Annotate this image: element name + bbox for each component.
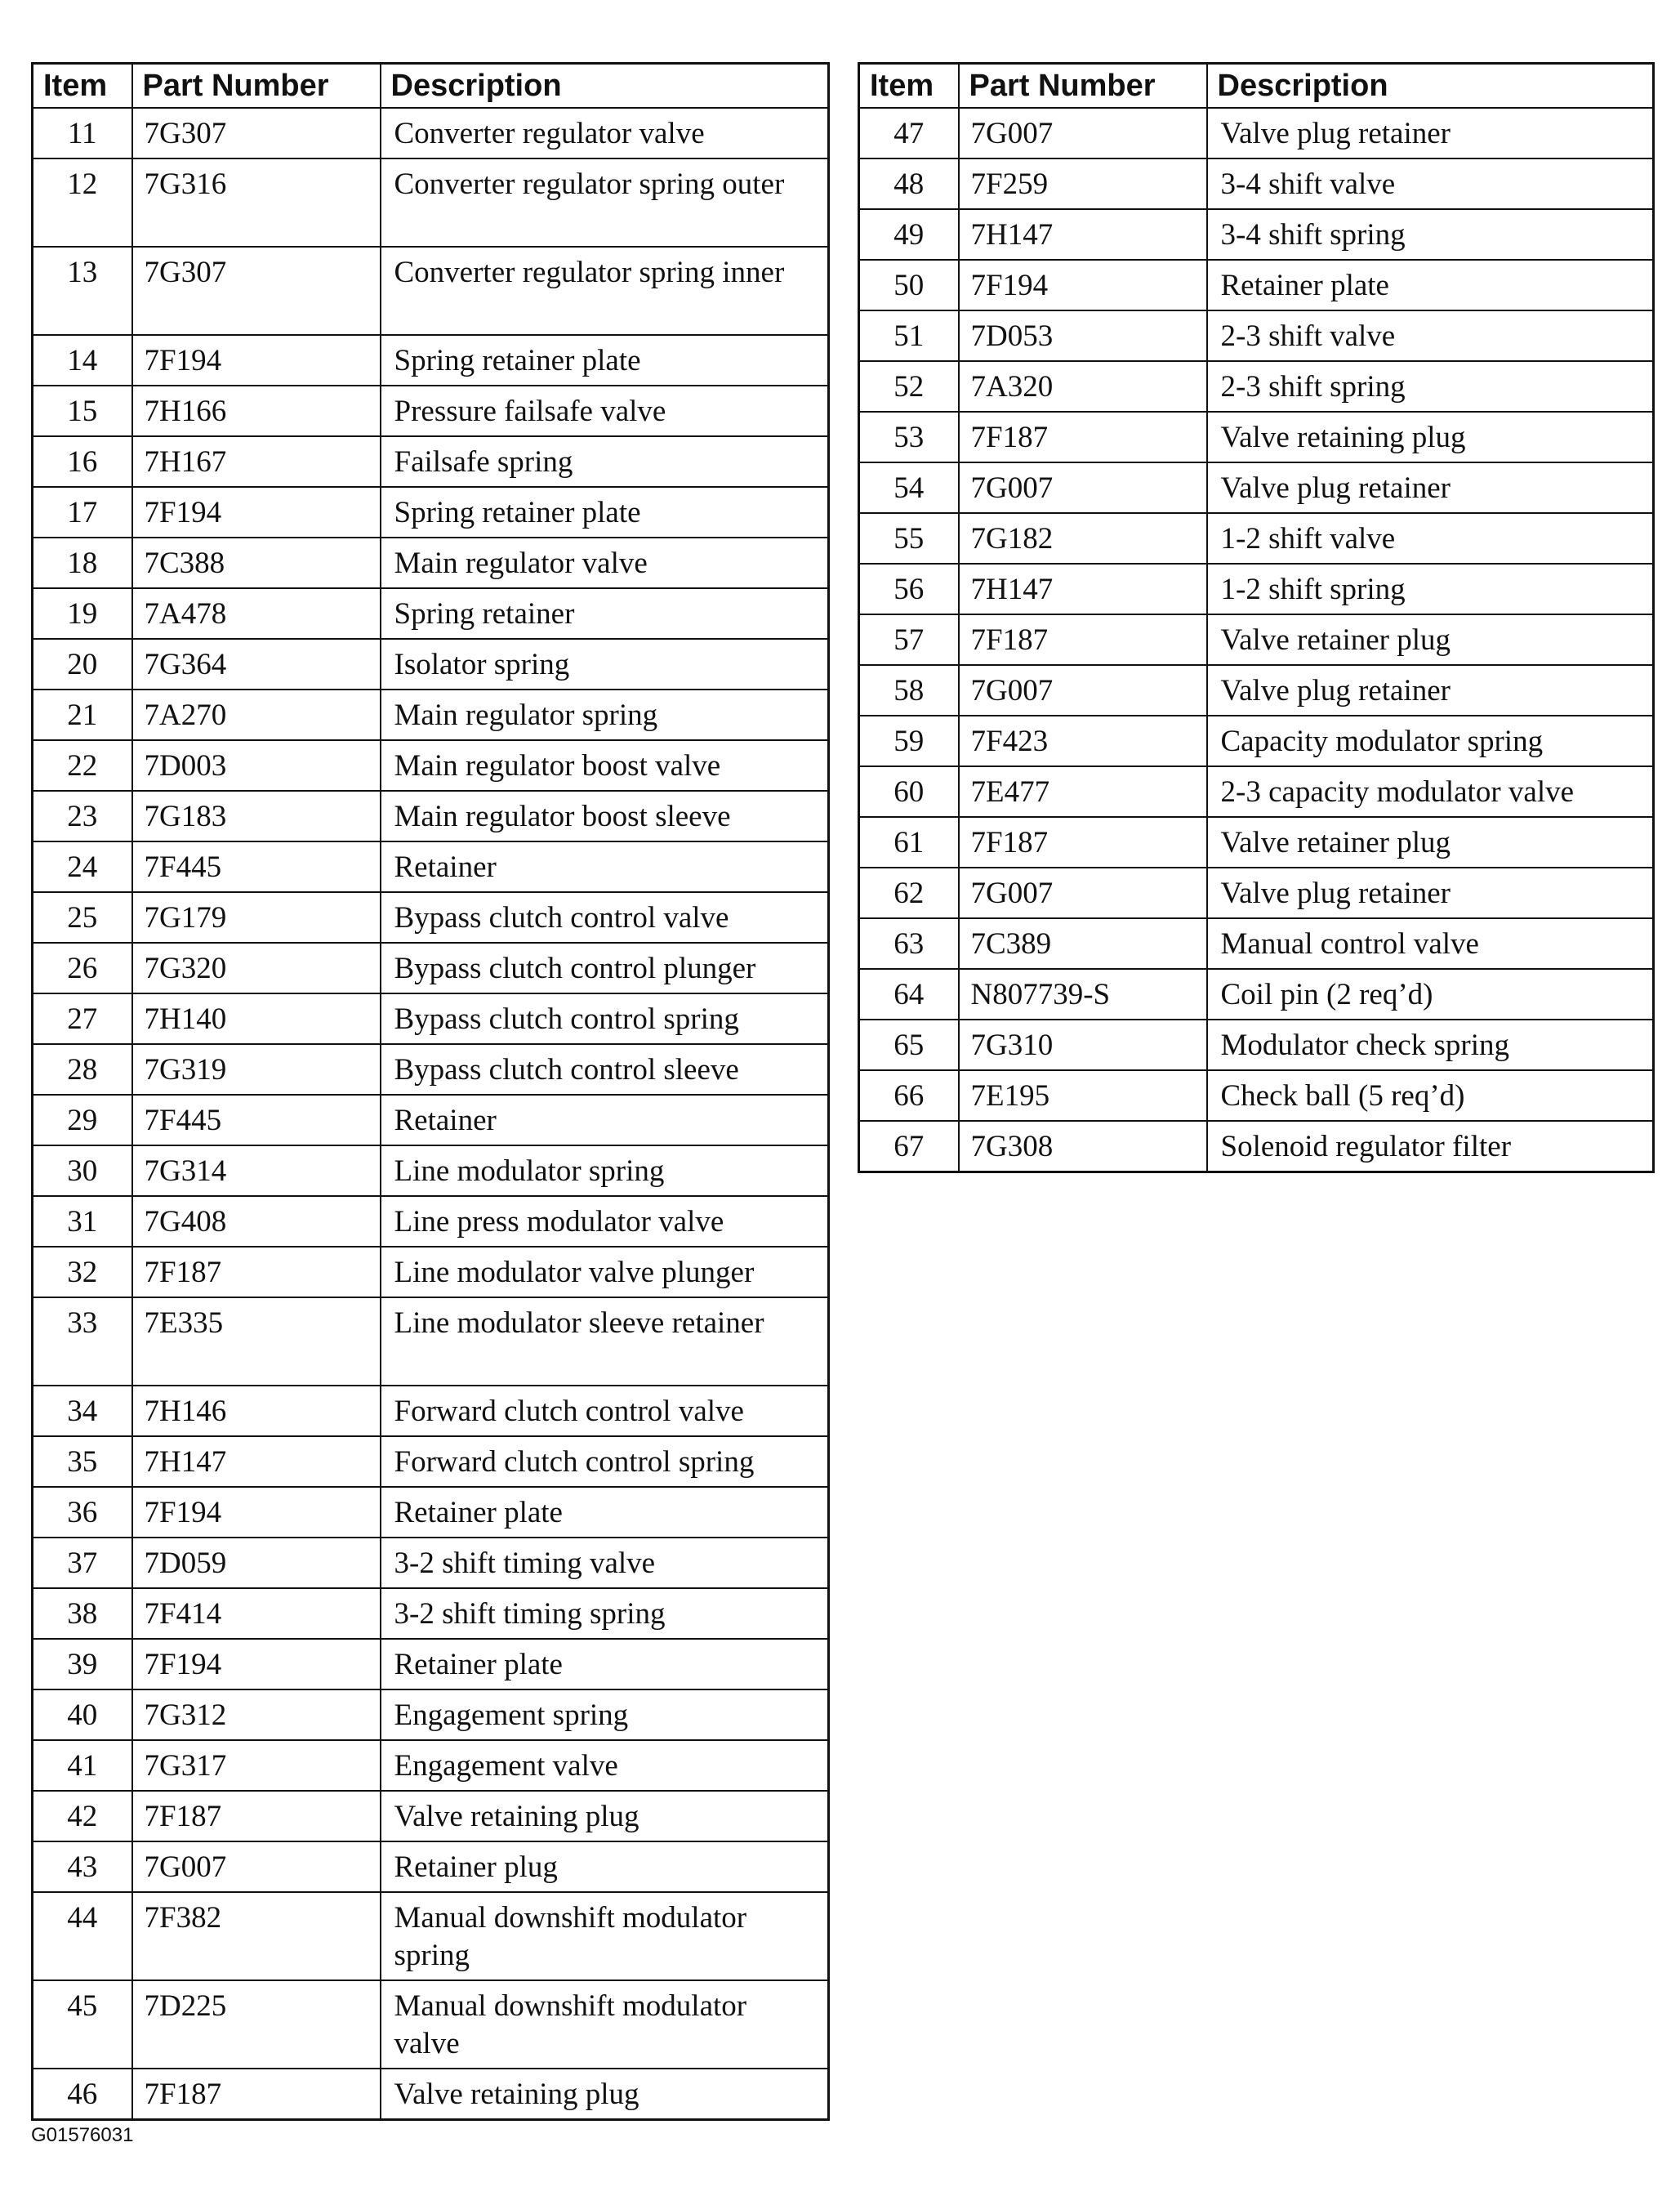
table-row (859, 918, 1654, 969)
description-cell: Valve plug retainer (1207, 462, 1654, 513)
description-cell: Line press modulator valve (381, 1196, 829, 1247)
part-number-cell: 7G319 (132, 1044, 381, 1095)
table-row (33, 639, 829, 690)
description-cell: Valve retainer plug (1207, 817, 1654, 868)
item-number-cell: 58 (859, 665, 959, 716)
item-number-cell: 37 (33, 1538, 132, 1588)
item-number-cell: 62 (859, 868, 959, 918)
item-number-cell: 29 (33, 1095, 132, 1145)
item-number-cell: 12 (33, 158, 132, 247)
part-number-cell: 7G307 (132, 108, 381, 158)
part-number-cell: 7G179 (132, 892, 381, 943)
part-number-cell: 7G314 (132, 1145, 381, 1196)
part-number-cell: 7G312 (132, 1689, 381, 1740)
table-row (33, 1791, 829, 1841)
table-row (33, 335, 829, 386)
table-header-row (859, 64, 1654, 109)
description-cell: Valve retaining plug (381, 1791, 829, 1841)
header-item: Item (33, 64, 132, 109)
item-number-cell: 20 (33, 639, 132, 690)
item-number-cell: 46 (33, 2069, 132, 2120)
description-cell: Line modulator sleeve retainer (381, 1297, 829, 1386)
description-cell: 1-2 shift valve (1207, 513, 1654, 564)
header-item: Item (859, 64, 959, 109)
item-number-cell: 52 (859, 361, 959, 412)
part-number-cell: 7D003 (132, 740, 381, 791)
description-cell: Line modulator valve plunger (381, 1247, 829, 1297)
part-number-cell: 7F187 (132, 1247, 381, 1297)
part-number-cell: 7F445 (132, 1095, 381, 1145)
table-row (859, 310, 1654, 361)
description-cell: Failsafe spring (381, 436, 829, 487)
table-row (33, 1841, 829, 1892)
description-cell: Main regulator boost sleeve (381, 791, 829, 841)
item-number-cell: 27 (33, 993, 132, 1044)
table-row (33, 1538, 829, 1588)
table-row (859, 412, 1654, 462)
description-cell: Bypass clutch control valve (381, 892, 829, 943)
description-cell: 3-4 shift spring (1207, 209, 1654, 260)
table-row (859, 462, 1654, 513)
part-number-cell: 7E477 (959, 766, 1207, 817)
part-number-cell: 7D059 (132, 1538, 381, 1588)
item-number-cell: 50 (859, 260, 959, 310)
part-number-cell: 7F187 (132, 1791, 381, 1841)
part-number-cell: 7G408 (132, 1196, 381, 1247)
description-cell: Retainer plate (381, 1487, 829, 1538)
parts-table-right-body (859, 108, 1654, 1172)
description-cell: Isolator spring (381, 639, 829, 690)
part-number-cell: 7C388 (132, 538, 381, 588)
part-number-cell: N807739-S (959, 969, 1207, 1020)
part-number-cell: 7H147 (959, 564, 1207, 614)
description-cell: Valve plug retainer (1207, 665, 1654, 716)
part-number-cell: 7A478 (132, 588, 381, 639)
item-number-cell: 48 (859, 158, 959, 209)
description-cell: Converter regulator valve (381, 108, 829, 158)
item-number-cell: 47 (859, 108, 959, 158)
description-cell: Coil pin (2 req’d) (1207, 969, 1654, 1020)
part-number-cell: 7G183 (132, 791, 381, 841)
item-number-cell: 13 (33, 247, 132, 335)
part-number-cell: 7F445 (132, 841, 381, 892)
description-cell: Spring retainer plate (381, 335, 829, 386)
part-number-cell: 7G007 (959, 462, 1207, 513)
part-number-cell: 7F259 (959, 158, 1207, 209)
description-cell: Retainer (381, 1095, 829, 1145)
item-number-cell: 18 (33, 538, 132, 588)
table-row (33, 841, 829, 892)
part-number-cell: 7E195 (959, 1070, 1207, 1121)
item-number-cell: 45 (33, 1980, 132, 2069)
part-number-cell: 7F187 (132, 2069, 381, 2120)
table-row (859, 1121, 1654, 1172)
item-number-cell: 25 (33, 892, 132, 943)
description-cell: Pressure failsafe valve (381, 386, 829, 436)
table-row (33, 487, 829, 538)
table-row (33, 740, 829, 791)
table-row (33, 1044, 829, 1095)
table-row (33, 993, 829, 1044)
part-number-cell: 7F382 (132, 1892, 381, 1980)
table-row (33, 538, 829, 588)
item-number-cell: 41 (33, 1740, 132, 1791)
table-row (33, 1145, 829, 1196)
part-number-cell: 7G364 (132, 639, 381, 690)
item-number-cell: 43 (33, 1841, 132, 1892)
table-row (33, 892, 829, 943)
item-number-cell: 33 (33, 1297, 132, 1386)
table-header-row (33, 64, 829, 109)
header-description: Description (1207, 64, 1654, 109)
table-row (859, 361, 1654, 412)
table-row (33, 1196, 829, 1247)
part-number-cell: 7A320 (959, 361, 1207, 412)
item-number-cell: 28 (33, 1044, 132, 1095)
table-row (33, 1588, 829, 1639)
description-cell: Spring retainer (381, 588, 829, 639)
table-row (33, 1436, 829, 1487)
parts-table-left-body (33, 108, 829, 2120)
part-number-cell: 7H166 (132, 386, 381, 436)
item-number-cell: 66 (859, 1070, 959, 1121)
item-number-cell: 26 (33, 943, 132, 993)
table-row (33, 108, 829, 158)
item-number-cell: 61 (859, 817, 959, 868)
part-number-cell: 7D225 (132, 1980, 381, 2069)
item-number-cell: 42 (33, 1791, 132, 1841)
description-cell: 1-2 shift spring (1207, 564, 1654, 614)
part-number-cell: 7G182 (959, 513, 1207, 564)
part-number-cell: 7G316 (132, 158, 381, 247)
table-row (859, 614, 1654, 665)
part-number-cell: 7G307 (132, 247, 381, 335)
table-row (33, 588, 829, 639)
table-row (33, 1892, 829, 1980)
description-cell: Forward clutch control valve (381, 1386, 829, 1436)
part-number-cell: 7H140 (132, 993, 381, 1044)
item-number-cell: 30 (33, 1145, 132, 1196)
table-row (33, 690, 829, 740)
part-number-cell: 7G007 (959, 665, 1207, 716)
part-number-cell: 7G310 (959, 1020, 1207, 1070)
item-number-cell: 63 (859, 918, 959, 969)
part-number-cell: 7H147 (959, 209, 1207, 260)
item-number-cell: 39 (33, 1639, 132, 1689)
description-cell: Bypass clutch control spring (381, 993, 829, 1044)
header-description: Description (381, 64, 829, 109)
table-row (33, 1247, 829, 1297)
item-number-cell: 16 (33, 436, 132, 487)
part-number-cell: 7F194 (132, 335, 381, 386)
item-number-cell: 22 (33, 740, 132, 791)
description-cell: Bypass clutch control sleeve (381, 1044, 829, 1095)
header-part-number: Part Number (959, 64, 1207, 109)
description-cell: Valve plug retainer (1207, 108, 1654, 158)
table-row (859, 868, 1654, 918)
description-cell: Converter regulator spring outer (381, 158, 829, 247)
item-number-cell: 49 (859, 209, 959, 260)
description-cell: Engagement valve (381, 1740, 829, 1791)
description-cell: Retainer (381, 841, 829, 892)
item-number-cell: 64 (859, 969, 959, 1020)
item-number-cell: 32 (33, 1247, 132, 1297)
item-number-cell: 36 (33, 1487, 132, 1538)
item-number-cell: 38 (33, 1588, 132, 1639)
description-cell: Manual control valve (1207, 918, 1654, 969)
item-number-cell: 40 (33, 1689, 132, 1740)
part-number-cell: 7H147 (132, 1436, 381, 1487)
part-number-cell: 7G007 (959, 108, 1207, 158)
table-row (33, 386, 829, 436)
figure-id: G01576031 (31, 2124, 134, 2146)
table-row (859, 969, 1654, 1020)
part-number-cell: 7F194 (132, 487, 381, 538)
description-cell: Converter regulator spring inner (381, 247, 829, 335)
description-cell: Main regulator valve (381, 538, 829, 588)
description-cell: 3-2 shift timing valve (381, 1538, 829, 1588)
part-number-cell: 7G007 (959, 868, 1207, 918)
item-number-cell: 24 (33, 841, 132, 892)
description-cell: Manual downshift modulator valve (381, 1980, 829, 2069)
table-row (859, 817, 1654, 868)
table-row (33, 1095, 829, 1145)
table-row (33, 436, 829, 487)
item-number-cell: 51 (859, 310, 959, 361)
description-cell: Bypass clutch control plunger (381, 943, 829, 993)
item-number-cell: 34 (33, 1386, 132, 1436)
part-number-cell: 7H167 (132, 436, 381, 487)
item-number-cell: 35 (33, 1436, 132, 1487)
description-cell: Valve retainer plug (1207, 614, 1654, 665)
part-number-cell: 7F194 (132, 1487, 381, 1538)
description-cell: Retainer plug (381, 1841, 829, 1892)
description-cell: Forward clutch control spring (381, 1436, 829, 1487)
description-cell: Retainer plate (381, 1639, 829, 1689)
table-row (859, 513, 1654, 564)
table-row (33, 1980, 829, 2069)
description-cell: Valve retaining plug (381, 2069, 829, 2120)
description-cell: Main regulator spring (381, 690, 829, 740)
item-number-cell: 31 (33, 1196, 132, 1247)
item-number-cell: 67 (859, 1121, 959, 1172)
part-number-cell: 7F423 (959, 716, 1207, 766)
description-cell: Manual downshift modulator spring (381, 1892, 829, 1980)
description-cell: Main regulator boost valve (381, 740, 829, 791)
table-row (859, 260, 1654, 310)
description-cell: Spring retainer plate (381, 487, 829, 538)
table-row (33, 247, 829, 335)
table-row (859, 716, 1654, 766)
table-row (33, 1487, 829, 1538)
header-part-number: Part Number (132, 64, 381, 109)
table-row (859, 209, 1654, 260)
item-number-cell: 23 (33, 791, 132, 841)
part-number-cell: 7F187 (959, 817, 1207, 868)
description-cell: Modulator check spring (1207, 1020, 1654, 1070)
item-number-cell: 54 (859, 462, 959, 513)
table-row (859, 1020, 1654, 1070)
description-cell: 2-3 shift valve (1207, 310, 1654, 361)
part-number-cell: 7F187 (959, 412, 1207, 462)
description-cell: 3-4 shift valve (1207, 158, 1654, 209)
item-number-cell: 55 (859, 513, 959, 564)
part-number-cell: 7C389 (959, 918, 1207, 969)
item-number-cell: 19 (33, 588, 132, 639)
description-cell: Line modulator spring (381, 1145, 829, 1196)
description-cell: 3-2 shift timing spring (381, 1588, 829, 1639)
item-number-cell: 15 (33, 386, 132, 436)
part-number-cell: 7G320 (132, 943, 381, 993)
part-number-cell: 7G317 (132, 1740, 381, 1791)
description-cell: Check ball (5 req’d) (1207, 1070, 1654, 1121)
table-row (33, 158, 829, 247)
part-number-cell: 7F187 (959, 614, 1207, 665)
part-number-cell: 7F194 (132, 1639, 381, 1689)
description-cell: Retainer plate (1207, 260, 1654, 310)
table-row (859, 108, 1654, 158)
description-cell: 2-3 capacity modulator valve (1207, 766, 1654, 817)
item-number-cell: 60 (859, 766, 959, 817)
table-row (33, 2069, 829, 2120)
part-number-cell: 7F194 (959, 260, 1207, 310)
parts-table-right (858, 62, 1655, 1173)
parts-table-left (31, 62, 830, 2121)
table-row (33, 1297, 829, 1386)
table-row (33, 943, 829, 993)
table-row (859, 766, 1654, 817)
part-number-cell: 7G308 (959, 1121, 1207, 1172)
part-number-cell: 7E335 (132, 1297, 381, 1386)
part-number-cell: 7H146 (132, 1386, 381, 1436)
part-number-cell: 7G007 (132, 1841, 381, 1892)
item-number-cell: 44 (33, 1892, 132, 1980)
description-cell: Valve retaining plug (1207, 412, 1654, 462)
description-cell: Solenoid regulator filter (1207, 1121, 1654, 1172)
part-number-cell: 7F414 (132, 1588, 381, 1639)
item-number-cell: 57 (859, 614, 959, 665)
part-number-cell: 7D053 (959, 310, 1207, 361)
description-cell: 2-3 shift spring (1207, 361, 1654, 412)
table-row (859, 665, 1654, 716)
table-row (33, 1386, 829, 1436)
table-row (33, 1689, 829, 1740)
table-row (33, 1740, 829, 1791)
description-cell: Capacity modulator spring (1207, 716, 1654, 766)
table-row (33, 791, 829, 841)
table-row (859, 1070, 1654, 1121)
item-number-cell: 21 (33, 690, 132, 740)
item-number-cell: 14 (33, 335, 132, 386)
description-cell: Engagement spring (381, 1689, 829, 1740)
item-number-cell: 56 (859, 564, 959, 614)
item-number-cell: 17 (33, 487, 132, 538)
description-cell: Valve plug retainer (1207, 868, 1654, 918)
item-number-cell: 65 (859, 1020, 959, 1070)
part-number-cell: 7A270 (132, 690, 381, 740)
item-number-cell: 59 (859, 716, 959, 766)
item-number-cell: 53 (859, 412, 959, 462)
item-number-cell: 11 (33, 108, 132, 158)
table-row (33, 1639, 829, 1689)
table-row (859, 564, 1654, 614)
table-row (859, 158, 1654, 209)
